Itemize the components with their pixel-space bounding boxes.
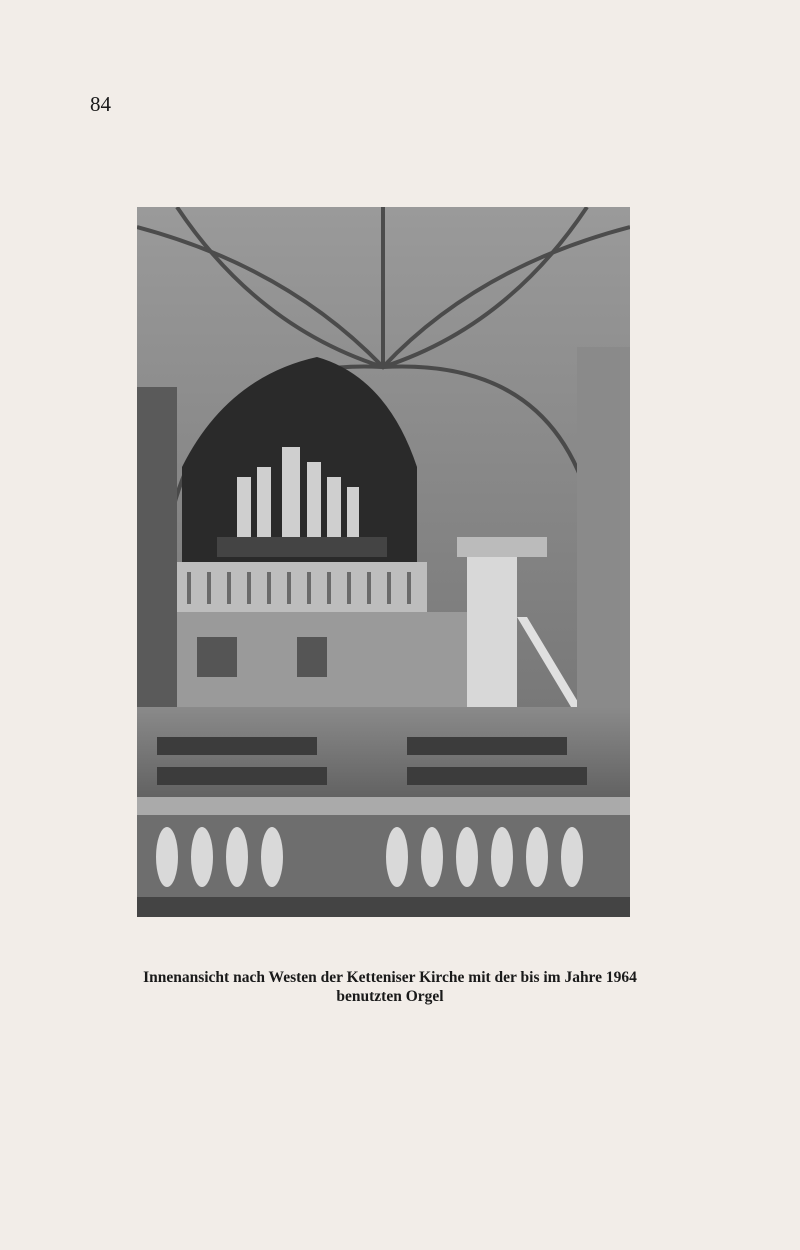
- page-number: 84: [90, 92, 111, 116]
- caption-line-2: benutzten Orgel: [336, 988, 444, 1005]
- photo-drawing: [137, 207, 630, 917]
- caption-line-1: Innenansicht nach Westen der Ketteniser Kirche mit der bis im Jahre 1964: [143, 969, 637, 986]
- figure-caption: [120, 968, 660, 1006]
- church-interior-photo: [137, 207, 630, 917]
